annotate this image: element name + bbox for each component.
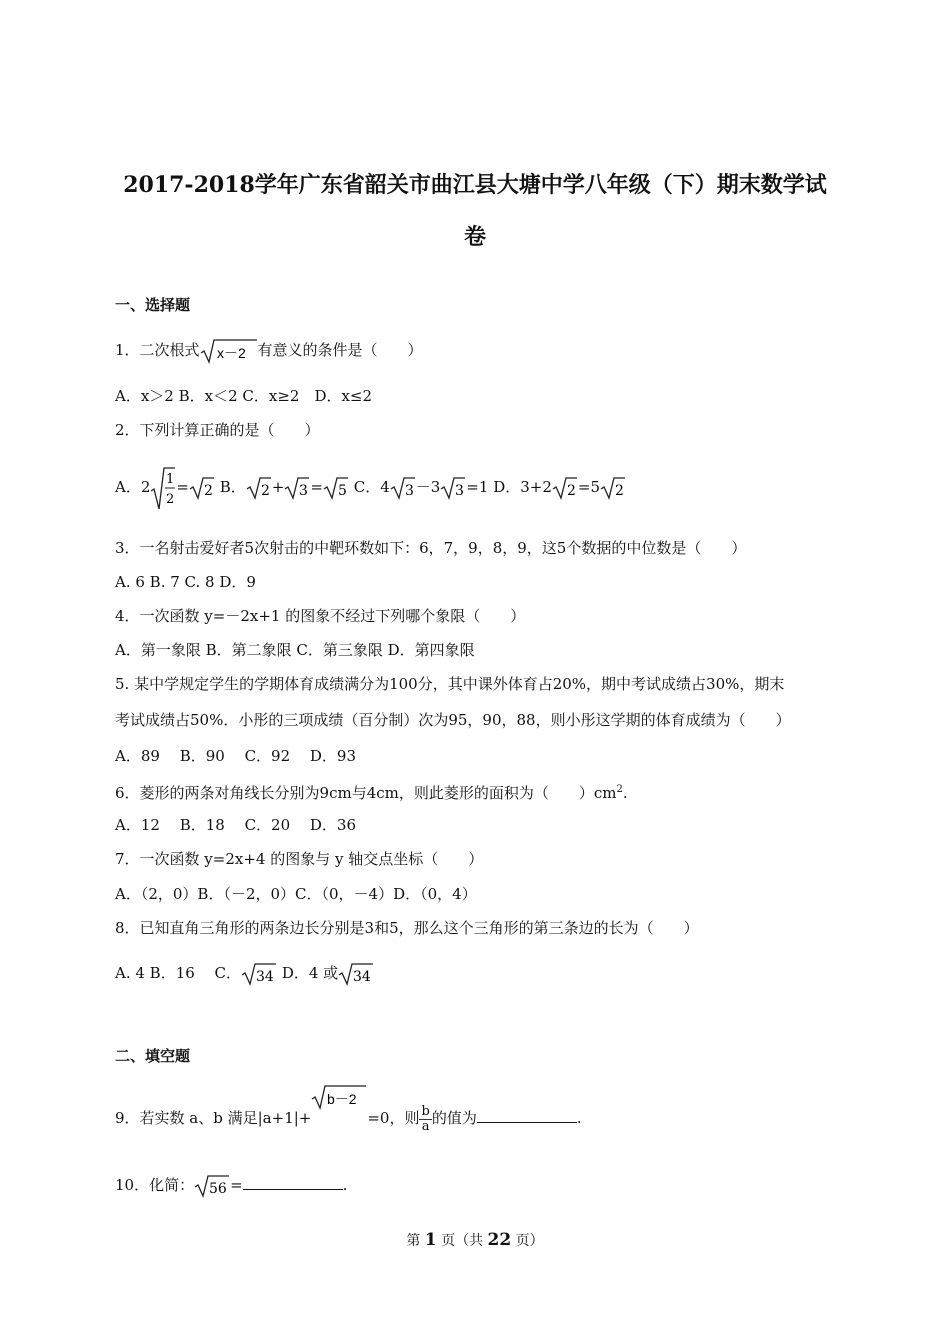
svg-text:2: 2 (166, 492, 175, 507)
svg-text:56: 56 (209, 1181, 227, 1197)
question-5-options: A．89 B．90 C．92 D．93 (115, 747, 357, 765)
question-4-options: A．第一象限 B．第二象限 C．第三象限 D．第四象限 (115, 641, 475, 659)
footer-page-number: 1 (424, 1230, 437, 1250)
q6-end: . (622, 784, 628, 802)
q10-prefix: 10．化简： (115, 1176, 195, 1194)
svg-text:3: 3 (404, 483, 414, 499)
sqrt-56 (194, 1174, 230, 1198)
q2-b-plus: + (271, 478, 285, 496)
q2-c-result: =1 (466, 478, 489, 496)
footer-prefix: 第 (406, 1233, 425, 1249)
svg-text:2: 2 (615, 483, 624, 499)
sqrt-34 (338, 962, 374, 986)
q2-b-equals: = (310, 478, 323, 496)
footer-mid: 页（共 (436, 1233, 488, 1249)
svg-text:b－2: b－2 (327, 1091, 357, 1107)
section-heading-choice: 一、选择题 (115, 296, 191, 314)
svg-text:x－2: x－2 (216, 345, 246, 361)
svg-text:2: 2 (203, 483, 213, 499)
sqrt-3 (440, 476, 466, 500)
question-9 (115, 1091, 582, 1138)
answer-blank-10[interactable] (243, 1175, 343, 1190)
fraction-numerator: b (421, 1103, 430, 1119)
fraction-denominator: a (421, 1118, 430, 1134)
question-1-options: A．x＞2 B．x＜2 C．x≥2 D．x≤2 (115, 387, 373, 405)
svg-text:3: 3 (299, 483, 309, 499)
q8-options-prefix: A. 4 B．16 C． (115, 964, 242, 982)
sqrt-3 (284, 476, 310, 500)
q9-suffix: 的值为 (431, 1109, 477, 1127)
answer-blank-9[interactable] (477, 1108, 577, 1123)
q8-options-mid: D．4 或 (277, 964, 339, 982)
question-7-options: A．（2，0）B．（－2，0）C．（0，－4）D．（0，4） (115, 885, 477, 903)
question-2: 2．下列计算正确的是（ ） (115, 421, 320, 439)
page-footer (0, 1230, 950, 1250)
sqrt-5 (323, 476, 349, 500)
question-6-options: A．12 B．18 C．20 D．36 (115, 816, 357, 834)
q10-equals: = (230, 1176, 243, 1194)
q1-prefix: 1．二次根式 (115, 341, 200, 359)
q6-superscript: 2 (616, 784, 623, 795)
question-7: 7．一次函数 y=2x+4 的图象与 y 轴交点坐标（ ） (115, 850, 484, 868)
q10-end: . (342, 1176, 348, 1194)
question-8-options (115, 962, 374, 986)
svg-text:34: 34 (353, 969, 371, 985)
svg-text:34: 34 (256, 969, 274, 985)
q2-d-equals: =5 (577, 478, 601, 496)
q2-b-prefix: B． (219, 478, 246, 496)
question-10 (115, 1174, 347, 1198)
exam-title-line1: 2017-2018学年广东省韶关市曲江县大塘中学八年级（下）期末数学试 (123, 172, 827, 198)
question-3: 3．一名射击爱好者5次射击的中靶环数如下：6，7，9，8，9，这5个数据的中位数是（ ） (115, 539, 747, 557)
q9-mid: =0，则 (367, 1109, 420, 1127)
q2-d-prefix: D．3+2 (493, 478, 552, 496)
svg-text:3: 3 (455, 483, 465, 499)
exam-title-line2: 卷 (463, 224, 486, 250)
question-5-line1: 5. 某中学规定学生的学期体育成绩满分为100分，其中课外体育占20%，期中考试成绩占30%，期末 (115, 675, 785, 693)
sqrt-half (150, 465, 176, 511)
q2-a-prefix: A．2 (115, 478, 151, 496)
section-heading-fill: 二、填空题 (115, 1047, 191, 1065)
sqrt-34 (241, 962, 277, 986)
question-1 (115, 338, 423, 364)
q9-prefix: 9．若实数 a、b 满足|a+1|+ (115, 1109, 312, 1127)
sqrt-2 (189, 476, 215, 500)
question-5-line2: 考试成绩占50%．小彤的三项成绩（百分制）次为95，90，88，则小彤这学期的体育成绩为（ ） (115, 711, 791, 729)
question-4: 4．一次函数 y=－2x+1 的图象不经过下列哪个象限（ ） (115, 607, 526, 625)
q2-c-prefix: C．4 (353, 478, 390, 496)
question-2-options (115, 464, 626, 511)
svg-text:5: 5 (337, 483, 347, 499)
fraction-b-over-a (419, 1105, 431, 1134)
sqrt-b-minus-2 (311, 1084, 367, 1110)
q9-end: . (576, 1109, 582, 1127)
footer-suffix: 页） (511, 1233, 544, 1249)
q6-text: 6．菱形的两条对角线长分别为9cm与4cm，则此菱形的面积为（ ）cm (115, 784, 617, 802)
sqrt-3 (390, 476, 416, 500)
question-8: 8．已知直角三角形的两条边长分别是3和5，那么这个三角形的第三条边的长为（ ） (115, 919, 699, 937)
sqrt-2 (246, 476, 272, 500)
question-3-options: A. 6 B. 7 C. 8 D．9 (115, 573, 256, 591)
svg-text:2: 2 (260, 483, 270, 499)
q1-suffix: 有意义的条件是（ ） (257, 341, 423, 359)
svg-text:2: 2 (566, 483, 576, 499)
sqrt-x-minus-2 (200, 338, 258, 364)
q2-c-minus: －3 (415, 478, 441, 496)
question-6 (115, 780, 628, 803)
footer-total-pages: 22 (487, 1230, 512, 1250)
svg-text:1: 1 (166, 472, 175, 487)
sqrt-2 (600, 476, 626, 500)
sqrt-2 (552, 476, 578, 500)
q2-a-equals: = (176, 478, 189, 496)
